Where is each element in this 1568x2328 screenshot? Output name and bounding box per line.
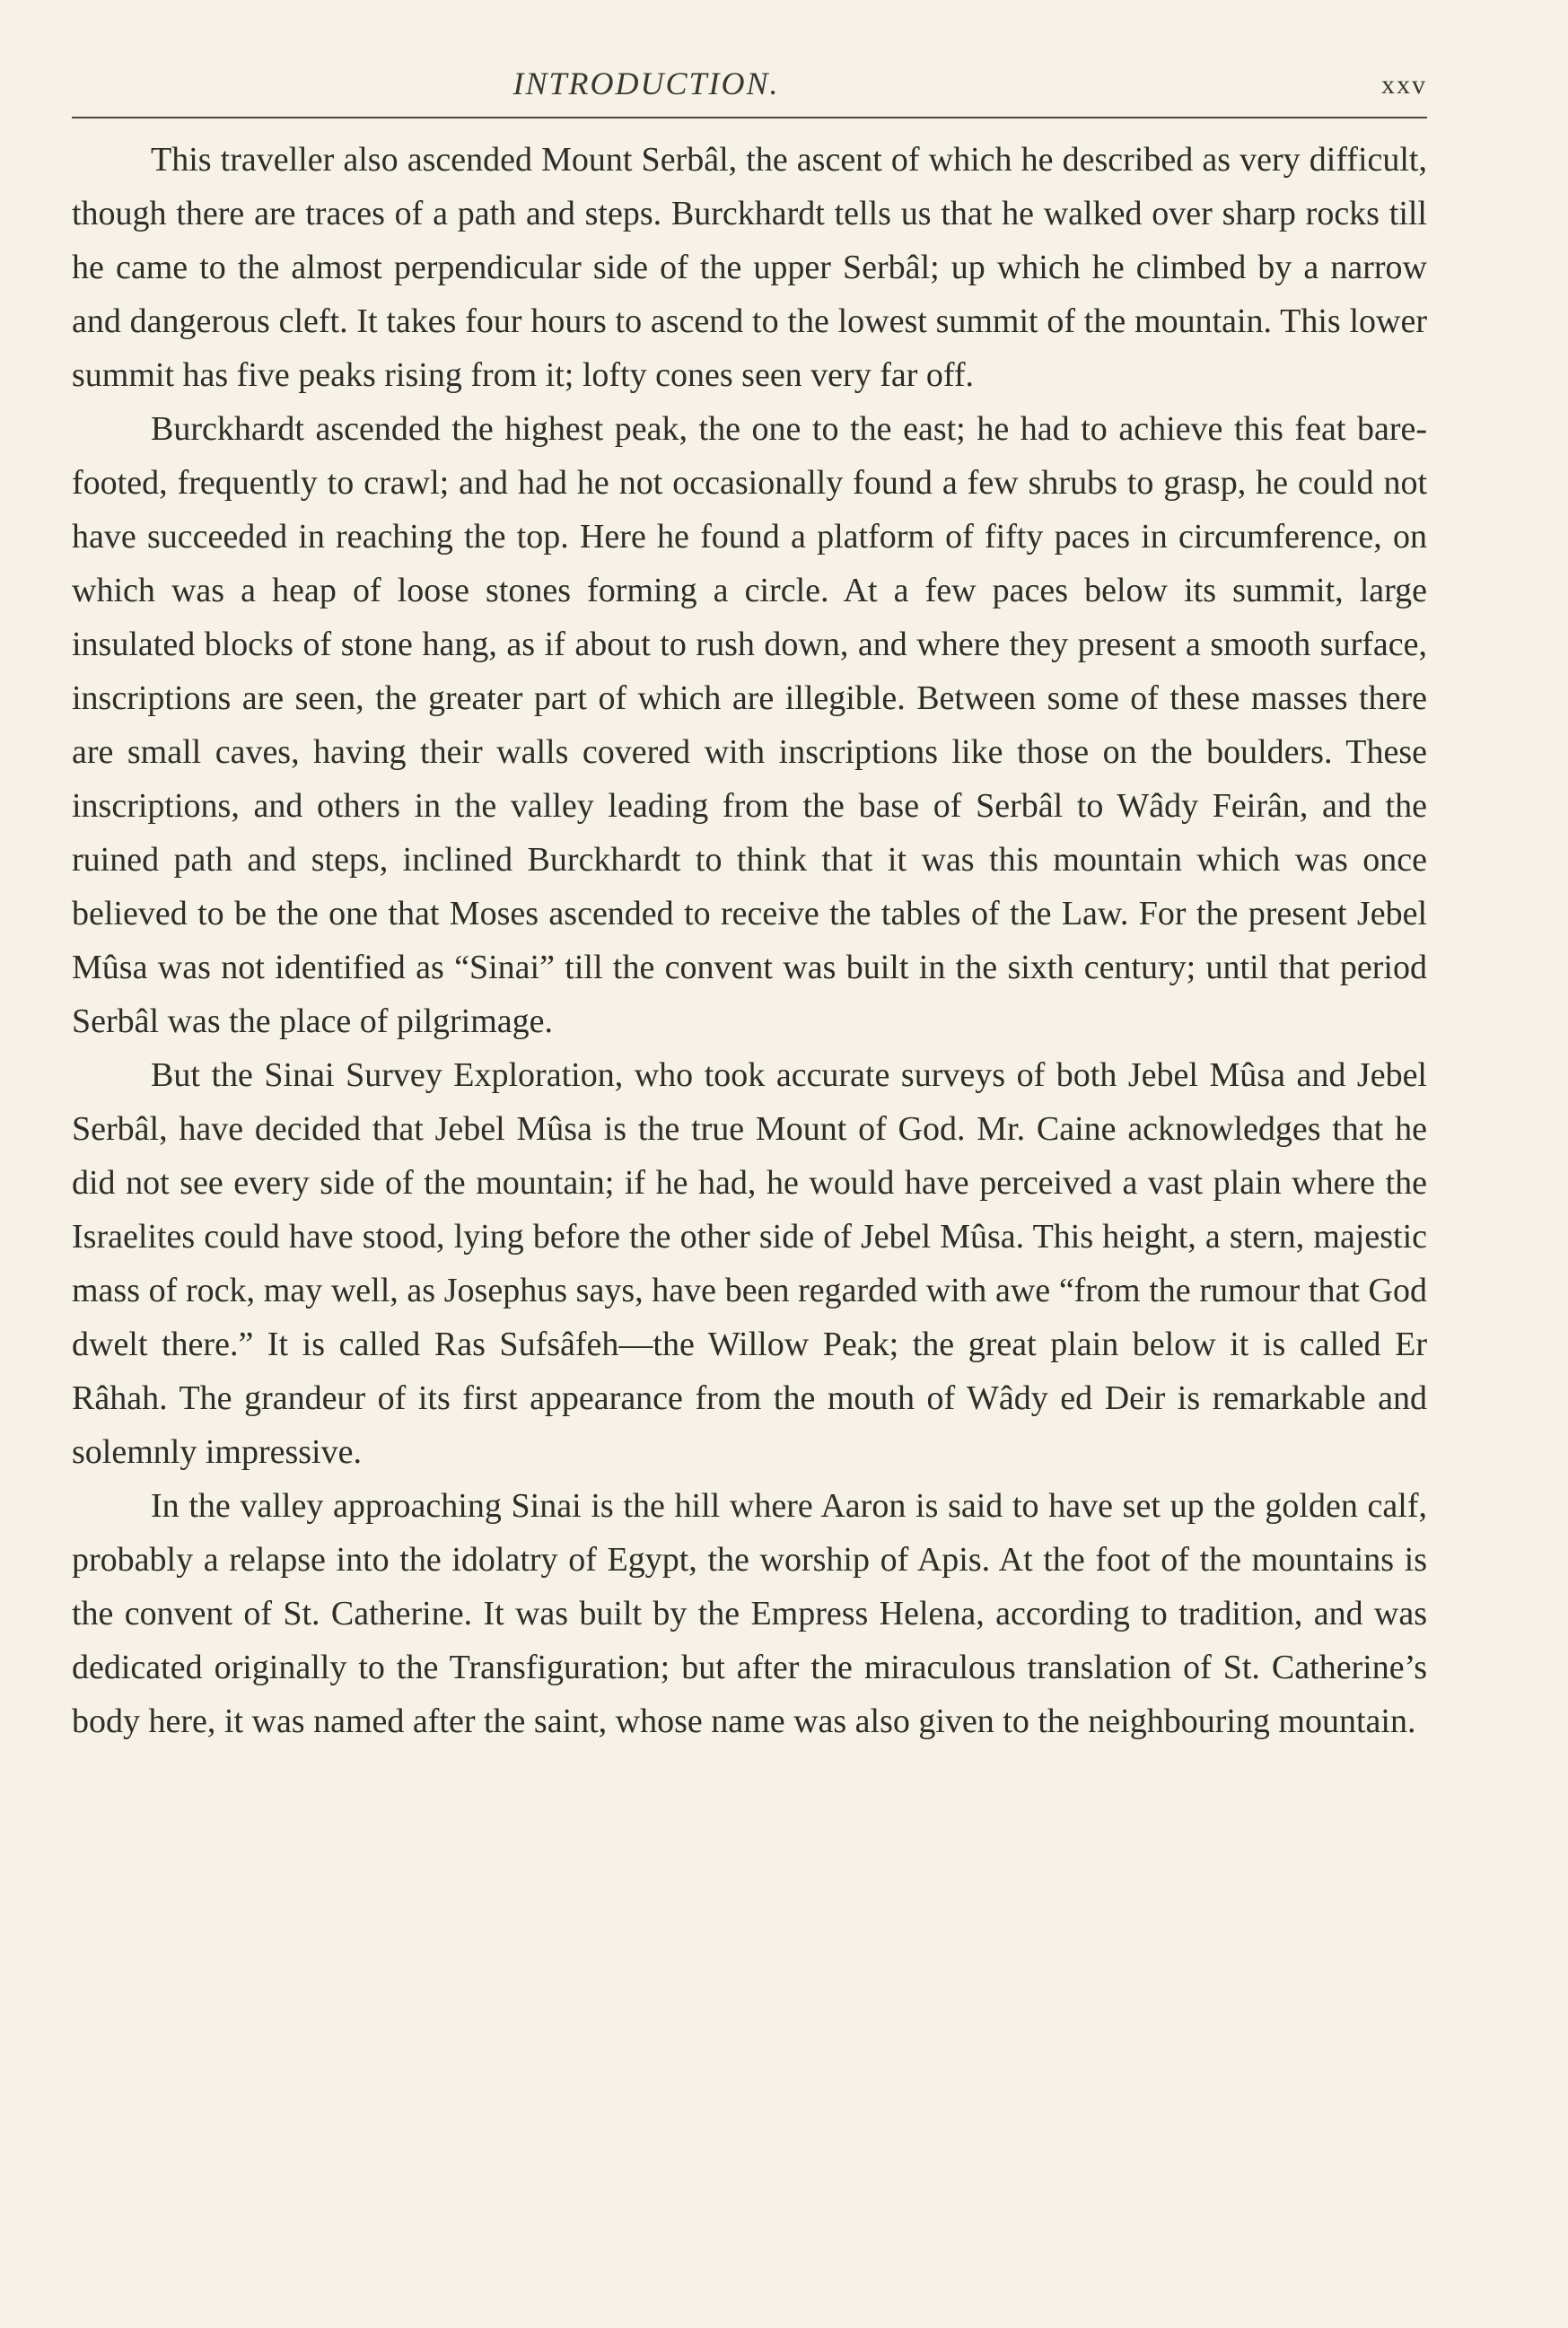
paragraph: This traveller also ascended Mount Serbâl, the ascent of which he described as very difficult, though there are traces of a path and steps. Burckhardt tells us that he walked over sharp rocks till he came to the almost perpendicular side of the upper Serbâl; up which he climbed by a narrow and dangerous cleft. It takes four hours to ascend to the lowest summit of the mountain. This lower summit has five peaks rising from it; lofty cones seen very far off. xyxy=(72,141,1427,394)
paragraph: Burckhardt ascended the highest peak, the one to the east; he had to achieve this feat bare-footed, frequently to crawl; and had he not occasionally found a few shrubs to grasp, he could not have succeeded in reaching the top. Here he found a platform of fifty paces in circumference, on which was a heap of loose stones forming a circle. At a few paces below its summit, large insulated blocks of stone hang, as if about to rush down, and where they present a smooth surface, inscriptions are seen, the greater part of which are illegible. Between some of these masses there are small caves, having their walls covered with inscriptions like those on the boulders. These inscriptions, and others in the valley leading from the base of Serbâl to Wâdy Feirân, and the ruined path and steps, inclined Burckhardt to think that it was this mountain which was once believed to be the one that Moses ascended to receive the tables of the Law. For the present Jebel Mûsa was not identified as “Sinai” till the convent was built in the sixth century; until that period Serbâl was the place of pilgrimage. xyxy=(72,410,1427,1040)
paragraph: But the Sinai Survey Exploration, who took accurate surveys of both Jebel Mûsa and Jebel Serbâl, have decided that Jebel Mûsa is the true Mount of God. Mr. Caine acknowledges that he did not see every side of the mountain; if he had, he would have perceived a vast plain where the Israelites could have stood, lying before the other side of Jebel Mûsa. This height, a stern, majestic mass of rock, may well, as Josephus says, have been regarded with awe “from the rumour that God dwelt there.” It is called Ras Sufsâfeh—the Willow Peak; the great plain below it is called Er Râhah. The grandeur of its first appearance from the mouth of Wâdy ed Deir is remarkable and solemnly impressive. xyxy=(72,1056,1427,1471)
running-title: INTRODUCTION. xyxy=(512,66,780,101)
running-head xyxy=(72,65,1427,115)
page-number: xxv xyxy=(1381,70,1427,100)
body-text xyxy=(72,133,1427,1748)
paragraph: In the valley approaching Sinai is the hill where Aaron is said to have set up the golden calf, probably a relapse into the idolatry of Egypt, the worship of Apis. At the foot of the mountains is the convent of St. Catherine. It was built by the Empress Helena, according to tradition, and was dedicated originally to the Transfiguration; but after the miraculous translation of St. Catherine’s body here, it was named after the saint, whose name was also given to the neighbouring mountain. xyxy=(72,1487,1427,1740)
header-rule xyxy=(72,117,1427,118)
